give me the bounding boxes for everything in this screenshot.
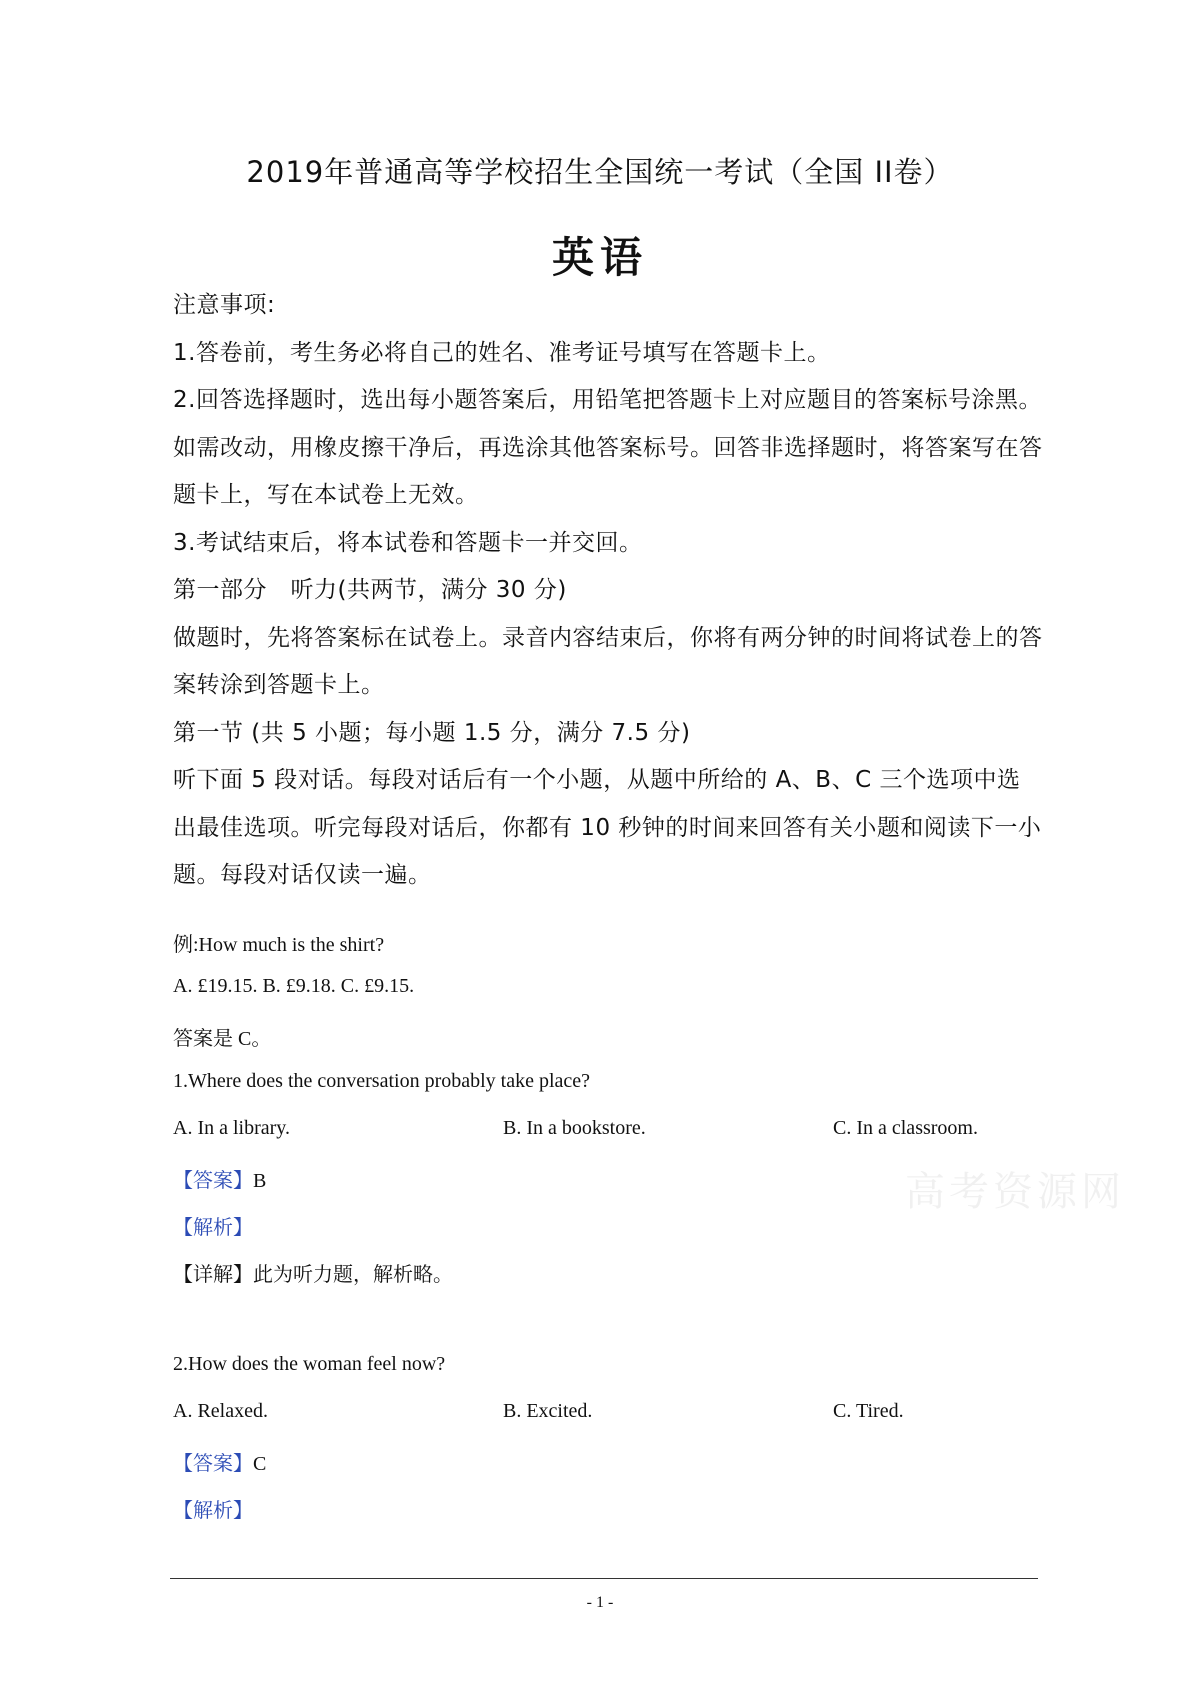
example-question: 例:How much is the shirt? bbox=[173, 934, 385, 956]
watermark: 高考资源网 bbox=[905, 1169, 1125, 1215]
analysis-tag: 【解析】 bbox=[173, 1498, 253, 1522]
page-number: - 1 - bbox=[586, 1594, 614, 1611]
question-1-options bbox=[173, 1117, 1073, 1147]
instruction-item-1: 1.答卷前，考生务必将自己的姓名、准考证号填写在答题卡上。 bbox=[173, 339, 831, 366]
subject-title: 英语 bbox=[551, 233, 648, 282]
subsection-directions: 听下面 5 段对话。每段对话后有一个小题，从题中所给的 A、B、C 三个选项中选出最佳选项。听完每段对话后，你都有 10 秒钟的时间来回答有关小题和阅读下一小题。每段对话仅读一遍。 bbox=[173, 767, 1042, 888]
footer-divider bbox=[170, 1578, 1038, 1579]
question-1-answer bbox=[173, 1164, 266, 1193]
instructions-block bbox=[173, 282, 1043, 900]
analysis-tag: 【解析】 bbox=[173, 1215, 253, 1239]
subsection-heading: 第一节 (共 5 小题；每小题 1.5 分，满分 7.5 分) bbox=[173, 719, 691, 746]
section-directions: 做题时，先将答案标在试卷上。录音内容结束后，你将有两分钟的时间将试卷上的答案转涂到答题卡上。 bbox=[173, 624, 1043, 698]
question-1-analysis bbox=[173, 1211, 253, 1240]
question-2-answer bbox=[173, 1447, 266, 1476]
option-b: B. In a bookstore. bbox=[503, 1117, 646, 1139]
question-1-detail bbox=[173, 1258, 453, 1287]
example-options: A. £19.15. B. £9.18. C. £9.15. bbox=[173, 975, 415, 997]
detail-text: 此为听力题，解析略。 bbox=[253, 1262, 453, 1286]
answer-tag: 【答案】 bbox=[173, 1168, 253, 1192]
instruction-item-3: 3.考试结束后，将本试卷和答题卡一并交回。 bbox=[173, 529, 643, 556]
option-b: B. Excited. bbox=[503, 1400, 593, 1422]
answer-tag: 【答案】 bbox=[173, 1451, 253, 1475]
answer-value: B bbox=[253, 1170, 267, 1192]
option-a: A. In a library. bbox=[173, 1117, 290, 1139]
question-2-options bbox=[173, 1400, 1073, 1430]
answer-value: C bbox=[253, 1453, 267, 1475]
detail-tag: 【详解】 bbox=[173, 1262, 253, 1286]
section-heading-part1: 第一部分 听力(共两节，满分 30 分) bbox=[173, 577, 567, 603]
exam-title: 2019年普通高等学校招生全国统一考试（全国 II卷） bbox=[246, 155, 954, 189]
instructions-heading: 注意事项: bbox=[173, 292, 276, 318]
question-2-analysis bbox=[173, 1494, 253, 1523]
example-answer: 答案是 C。 bbox=[173, 1028, 272, 1050]
option-c: C. In a classroom. bbox=[833, 1117, 978, 1139]
option-c: C. Tired. bbox=[833, 1400, 904, 1422]
option-a: A. Relaxed. bbox=[173, 1400, 268, 1422]
question-1-stem: 1.Where does the conversation probably take place? bbox=[173, 1070, 591, 1092]
instruction-item-2: 2.回答选择题时，选出每小题答案后，用铅笔把答题卡上对应题目的答案标号涂黑。如需改动，用橡皮擦干净后，再选涂其他答案标号。回答非选择题时，将答案写在答题卡上，写在本试卷上无效。 bbox=[173, 387, 1043, 508]
question-2-stem: 2.How does the woman feel now? bbox=[173, 1353, 446, 1375]
